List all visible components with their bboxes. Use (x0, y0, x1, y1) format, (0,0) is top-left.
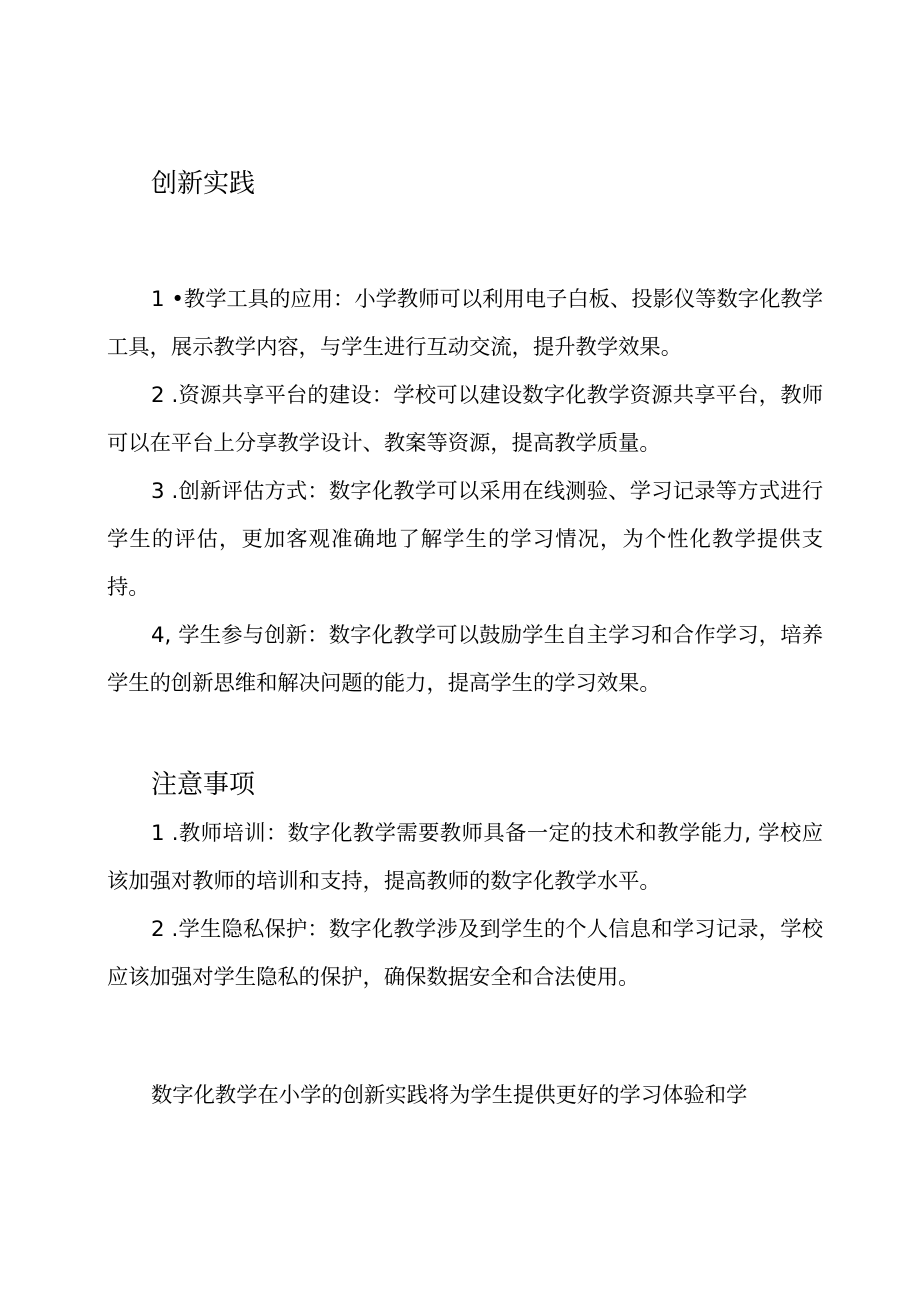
innovation-item-2: 2 .资源共享平台的建设：学校可以建设数字化教学资源共享平台，教师可以在平台上分享教学设计、教案等资源，提高教学质量。 (107, 383, 823, 456)
section-title-notes: 注意事项 (151, 770, 256, 800)
notes-item-2: 2 .学生隐私保护：数字化教学涉及到学生的个人信息和学习记录，学校应该加强对学生隐私的保护，确保数据安全和合法使用。 (107, 917, 823, 990)
innovation-item-4: 4, 学生参与创新：数字化教学可以鼓励学生自主学习和合作学习，培养学生的创新思维和解决问题的能力，提高学生的学习效果。 (107, 623, 823, 696)
innovation-item-1: 1 •教学工具的应用：小学教师可以利用电子白板、投影仪等数字化教学工具，展示教学内容，与学生进行互动交流，提升教学效果。 (107, 287, 823, 360)
innovation-item-3: 3 .创新评估方式：数字化教学可以采用在线测验、学习记录等方式进行学生的评估，更加客观准确地了解学生的学习情况，为个性化教学提供支持。 (107, 479, 823, 600)
notes-item-1: 1 .教师培训：数字化教学需要教师具备一定的技术和教学能力, 学校应该加强对教师的培训和支持，提高教师的数字化教学水平。 (107, 821, 823, 894)
conclusion-paragraph: 数字化教学在小学的创新实践将为学生提供更好的学习体验和学 (151, 1083, 748, 1108)
section-title-innovation: 创新实践 (151, 169, 256, 199)
